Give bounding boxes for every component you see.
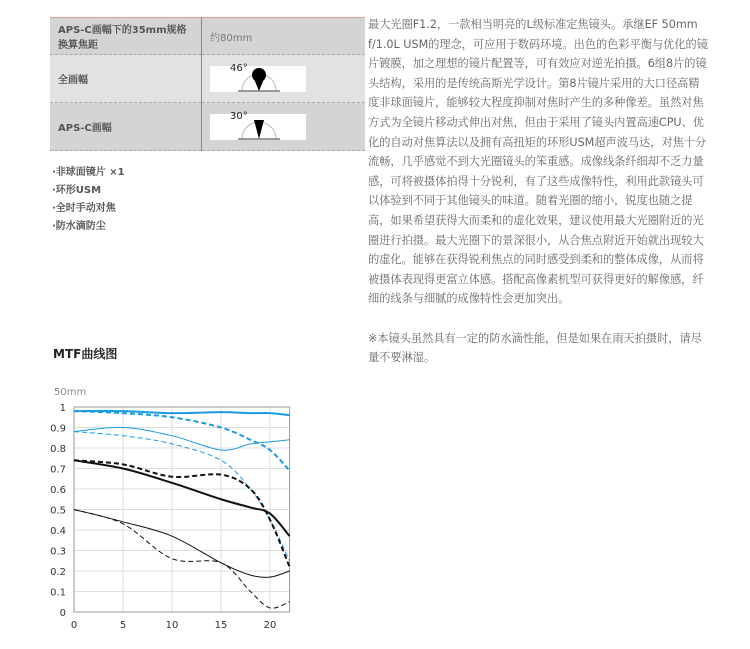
description [368, 15, 708, 387]
mtf-line-black-thin-dashed [74, 510, 290, 609]
angle-value: 46° [230, 62, 248, 74]
description-paragraph: 最大光圈F1.2，一款相当明亮的L级标准定焦镜头。承继EF 50mm f/1.0L USM的理念，可应用于数码环境。出色的色彩平衡与优化的镜片镀膜，加之理想的镜片配置等，可有效应对逆光拍摄。6组8片的镜头结构，采用的是传统高斯光学设计。第8片镜片采用的大口径高精度非球面镜片，能够较大程度抑制对焦时产生的多种像差。虽然对焦方式为全镜片移动式伸出对焦，但由于采用了镜头内置高速CPU、优化的自动对焦算法以及拥有高扭矩的环形USM超声波马达，对焦十分流畅，几乎感觉不到大光圈镜头的笨重感。成像线条纤细却不乏力量感，可将被摄体拍得十分锐利，有了这些成像特性，利用此款镜头可以体验到不同于其他镜头的味道。随着光圈的缩小，锐度也随之提高，如果希望获得大而柔和的虚化效果，建议使用最大光圈附近的光圈进行拍摄。最大光圈下的景深很小，从合焦点附近开始就出现较大的虚化。能够在获得锐利焦点的同时感受到柔和的整体成像，从而将被摄体表现得更富立体感。搭配高像素机型可获得更好的解像感，纤细的线条与细腻的成像特性会更加突出。 [368, 18, 708, 306]
y-tick-label: 0.1 [50, 587, 66, 599]
y-tick-label: 0.6 [50, 485, 66, 496]
y-tick-label: 0.3 [50, 546, 66, 558]
feature-item: ·防水滴防尘 [52, 221, 106, 232]
y-tick-label: 0 [59, 608, 66, 619]
mtf-title: MTF曲线图 [53, 347, 118, 361]
spec-value: 约80mm [202, 18, 366, 55]
feature-item: ·环形USM [52, 185, 102, 196]
y-tick-label: 0.7 [50, 464, 66, 476]
mtf-line-blue-thin-solid [74, 427, 290, 450]
spec-row-focal [50, 18, 365, 55]
x-tick-label: 15 [214, 620, 228, 631]
angle-value: 30° [230, 110, 248, 122]
x-tick-label: 5 [119, 620, 127, 631]
y-tick-label: 0.5 [50, 505, 66, 517]
spec-row-apsc [50, 103, 365, 151]
x-tick-label: 10 [165, 620, 179, 631]
spec-row-fullframe [50, 55, 365, 103]
x-tick-label: 20 [263, 620, 277, 631]
x-tick-label: 0 [70, 620, 78, 631]
y-tick-label: 1 [59, 403, 66, 414]
feature-item: ·全时手动对焦 [52, 203, 116, 214]
y-tick-label: 0.8 [50, 444, 66, 455]
mtf-line-black-thin-solid [74, 510, 290, 578]
spec-label: 全画幅 [50, 55, 202, 103]
feature-list [52, 164, 125, 236]
y-tick-label: 0.9 [50, 423, 66, 435]
spec-table [50, 17, 365, 151]
spec-label: APS-C画幅下的35mm规格换算焦距 [50, 18, 202, 55]
angle-of-view-diagram [210, 110, 306, 140]
mtf-chart [40, 398, 300, 638]
y-tick-label: 0.4 [50, 526, 66, 537]
y-tick-label: 0.2 [50, 567, 66, 578]
feature-item: ·非球面镜片 ×1 [52, 167, 125, 178]
mtf-focal-length: 50mm [54, 387, 87, 398]
angle-of-view-diagram [210, 62, 306, 92]
spec-label: APS-C画幅 [50, 103, 202, 151]
description-note: ※本镜头虽然具有一定的防水滴性能，但是如果在雨天拍摄时，请尽量不要淋湿。 [368, 331, 702, 365]
